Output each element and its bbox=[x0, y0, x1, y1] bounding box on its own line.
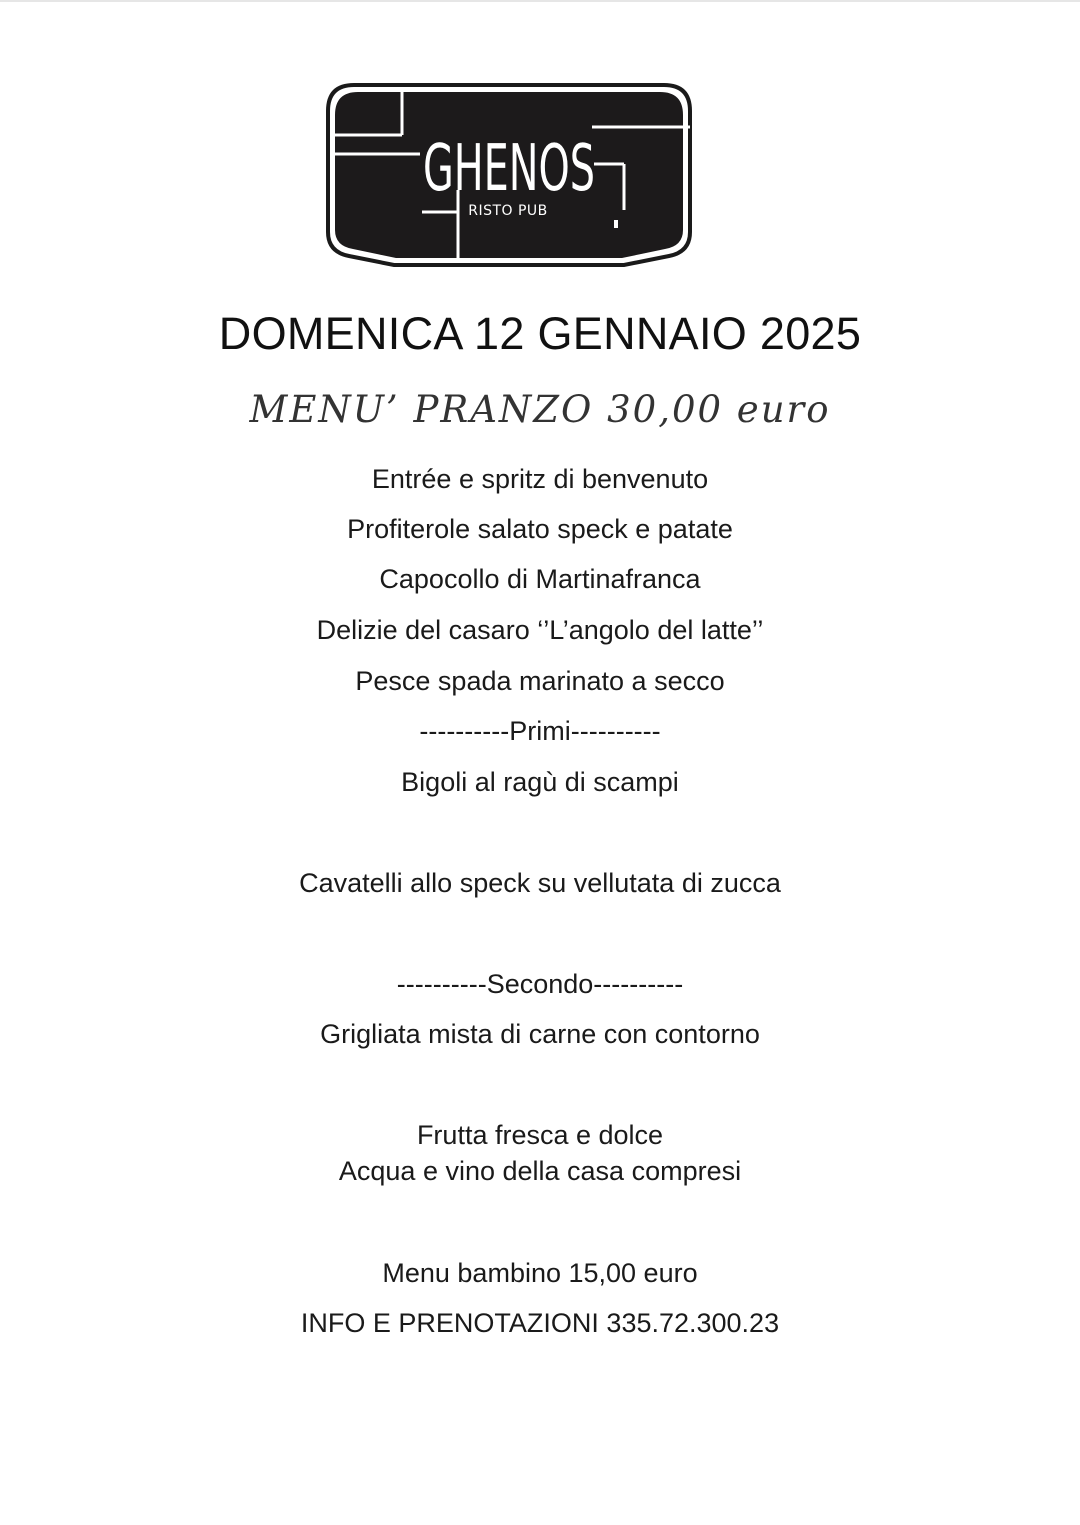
menu-item: Cavatelli allo speck su vellutata di zucca bbox=[299, 868, 781, 898]
menu-item: Bigoli al ragù di scampi bbox=[401, 767, 679, 797]
menu-item: Capocollo di Martinafranca bbox=[379, 564, 701, 594]
ghenos-logo bbox=[324, 82, 694, 268]
top-divider bbox=[0, 0, 1080, 2]
section-heading-primi: ----------Primi---------- bbox=[419, 716, 661, 746]
menu-item: Entrée e spritz di benvenuto bbox=[371, 464, 709, 494]
page-title: DOMENICA 12 GENNAIO 2025 bbox=[218, 308, 862, 359]
menu-item: Acqua e vino della casa compresi bbox=[338, 1156, 742, 1186]
menu-item: Grigliata mista di carne con contorno bbox=[320, 1019, 760, 1049]
kids-menu-price: Menu bambino 15,00 euro bbox=[382, 1258, 698, 1288]
booking-info: INFO E PRENOTAZIONI 335.72.300.23 bbox=[300, 1308, 780, 1338]
section-heading-secondo: ----------Secondo---------- bbox=[396, 969, 684, 999]
menu-item: Profiterole salato speck e patate bbox=[347, 514, 733, 544]
menu-item: Delizie del casaro ‘’L’angolo del latte’’ bbox=[316, 615, 764, 645]
logo-wordmark: GHENOS bbox=[423, 132, 595, 206]
menu-item: Frutta fresca e dolce bbox=[416, 1120, 664, 1150]
menu-subtitle: MENU’ PRANZO 30,00 euro bbox=[249, 388, 831, 431]
menu-item: Pesce spada marinato a secco bbox=[355, 666, 725, 696]
logo-tagline: RISTO PUB bbox=[468, 203, 548, 219]
